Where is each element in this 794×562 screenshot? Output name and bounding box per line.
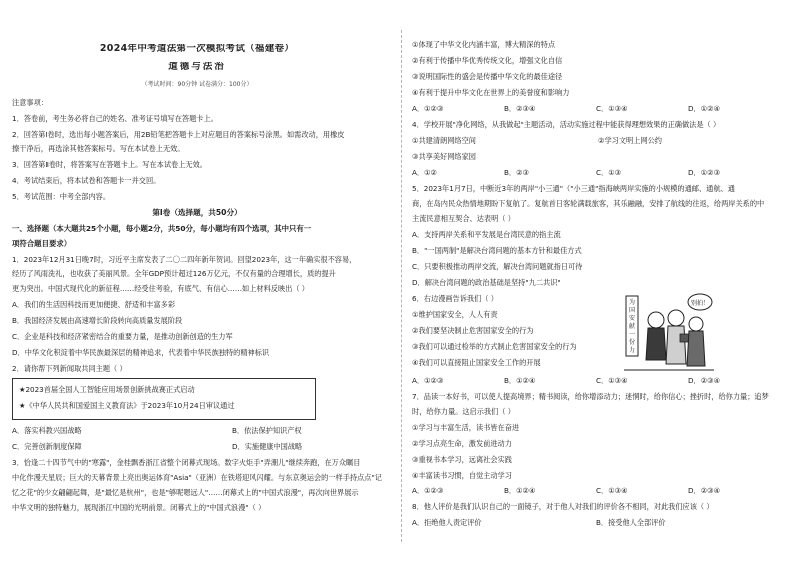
question-1-option-d[interactable]: D．中华文化积淀着中华民族最深层的精神追求，代表着中华民族独特的精神标识 bbox=[12, 348, 270, 357]
news-box bbox=[12, 378, 316, 420]
question-6-option-c[interactable]: C．①③④ bbox=[596, 376, 628, 385]
cartoon-illustration-graphic bbox=[624, 290, 714, 380]
cartoon-sign-char: 力 bbox=[628, 347, 636, 354]
question-4-statement: ②学习文明上网公约 bbox=[598, 136, 662, 145]
question-2-option-b[interactable]: B．依法保护知识产权 bbox=[232, 426, 302, 435]
cartoon-sign-char: 为 bbox=[628, 299, 636, 306]
section-instructions-cont: 项符合题目要求） bbox=[12, 239, 72, 248]
question-5-stem: 主流民意相互契合、达表明（ ） bbox=[412, 214, 515, 223]
question-8-stem: 8．他人评价是我们认识自己的一面镜子，对于他人对我们的评价各不相同，对此我们应该（ ） bbox=[412, 502, 714, 511]
question-7-statement: ④丰富读书习惯，自觉主动学习 bbox=[412, 471, 512, 480]
question-1-stem: 1．2023年12月31日晚7时，习近平主席发表了二〇二四年新年贺词。回望2023年，这一年确实很不容易， bbox=[12, 255, 357, 264]
question-2-option-c[interactable]: C．完善创新制度保障 bbox=[12, 442, 82, 451]
question-7-option-c[interactable]: C．①③④ bbox=[596, 486, 628, 495]
question-5-option-a[interactable]: A．支持两岸关系和平发展是台湾民意的指主流 bbox=[412, 230, 561, 239]
question-3-option-a[interactable]: A．①②③ bbox=[412, 104, 444, 113]
question-6-statement: ②我们要坚决制止危害国家安全的行为 bbox=[412, 326, 534, 335]
question-4-stem: 4．学校开展"净化网络，从我做起"主题活动，活动实施过程中能获得理想效果的正确做法是（ ） bbox=[412, 120, 721, 129]
question-3-statement: ④有利于提升中华文化在世界上的美誉度和影响力 bbox=[412, 88, 570, 97]
question-3-option-c[interactable]: C．①③④ bbox=[596, 104, 628, 113]
exam-title: 2024年中考道法第一次模拟考试（福建卷） bbox=[99, 44, 295, 54]
question-7-stem: 时，给你力量。这启示我们（ ） bbox=[412, 407, 515, 416]
question-6-option-a[interactable]: A．①②③ bbox=[412, 376, 444, 385]
question-2-option-a[interactable]: A．落实科教兴国战略 bbox=[12, 426, 82, 435]
question-3-stem: 忆之花"的少女翩翩起舞，是"最忆是杭州"，也是"够呢嗯远人"……闭幕式上的"中国式浪漫"，再次向世界展示 bbox=[12, 488, 359, 497]
question-5-option-c[interactable]: C．只要积极推动两岸交流，解决台湾问题就指日可待 bbox=[412, 262, 583, 271]
cartoon-illustration bbox=[624, 290, 714, 380]
question-6-statement: ③我们可以通过检举的方式制止危害国家安全的行为 bbox=[412, 342, 577, 351]
section-instructions: 一、选择题（本大题共25个小题，每小题2分，共50分，每小题均有四个选项，其中只有一 bbox=[12, 224, 312, 233]
question-8-option-a[interactable]: A．拒绝他人责定评价 bbox=[412, 518, 482, 527]
cartoon-sign-char: 一 bbox=[628, 331, 636, 338]
cartoon-sign-char: 安 bbox=[628, 315, 636, 322]
news-item: ★2023首届全国人工智能应用场景创新挑战赛正式启动 bbox=[19, 385, 195, 394]
question-4-statement: ①共建清朗网络空间 bbox=[412, 136, 476, 145]
question-7-option-b[interactable]: B．①②④ bbox=[504, 486, 536, 495]
question-4-option-c[interactable]: C．①③ bbox=[596, 168, 622, 177]
question-1-option-b[interactable]: B．我国经济发展由高速增长阶段转向高质量发展阶段 bbox=[12, 316, 183, 325]
cartoon-sign-char: 份 bbox=[628, 339, 636, 346]
question-4-option-a[interactable]: A．①② bbox=[412, 168, 437, 177]
cartoon-sign-char: 国 bbox=[628, 307, 636, 314]
question-6-option-d[interactable]: D．②③④ bbox=[688, 376, 721, 385]
question-6-statement: ④我们可以直接阻止国家安全工作的开展 bbox=[412, 358, 541, 367]
column-divider bbox=[401, 30, 402, 542]
exam-subject: 道德与法治 bbox=[168, 62, 226, 72]
question-1-stem: 经历了风雨洗礼，也收获了美丽风景。全年GDP预计超过126万亿元，不仅有量的合理增长，质的提升 bbox=[12, 269, 336, 278]
question-3-statement: ①体现了中华文化内涵丰富，博大精深的特点 bbox=[412, 40, 556, 49]
note-item: 擦干净后，再选涂其他答案标号。写在本试卷上无效。 bbox=[12, 144, 185, 153]
note-item: 4．考试结束后，将本试卷和答题卡一并交回。 bbox=[12, 176, 161, 185]
question-3-statement: ③说明国际性的盛会是传播中华文化的最佳途径 bbox=[412, 72, 563, 81]
news-item: ★《中华人民共和国爱国主义教育法》于2023年10月24日审议通过 bbox=[19, 401, 235, 410]
exam-info: （考试时间：90分钟 试卷满分：100分） bbox=[141, 81, 253, 88]
question-1-option-c[interactable]: C．企业是科技和经济紧密结合的重要力量，是推动创新创造的生力军 bbox=[12, 332, 233, 341]
question-5-stem: 5．2023年1月7日，中断近3年的两岸"小三通"（"小三通"指海峡两岸实施的小规模的通邮、通航、通 bbox=[412, 184, 735, 193]
question-8-option-b[interactable]: B．接受他人全部评价 bbox=[596, 518, 666, 527]
note-item: 3．回答第Ⅱ卷时，将答案写在答题卡上。写在本试卷上无效。 bbox=[12, 160, 207, 169]
question-5-option-b[interactable]: B．"一国两制"是解决台湾问题的基本方针和最佳方式 bbox=[412, 246, 582, 255]
question-5-stem: 商，在岛内民众热情地期盼下复航了。复航首日客轮满载旅客，其乐融融，安排了航线的往返，给两岸关系的中 bbox=[412, 199, 765, 208]
question-7-option-d[interactable]: D．②③④ bbox=[688, 486, 721, 495]
question-3-stem: 中华文明的独特魅力，展现浙江中国的光明前景。闭幕式上的"中国式浪漫"（ ） bbox=[12, 503, 266, 512]
question-4-option-d[interactable]: D．①②③ bbox=[688, 168, 721, 177]
question-7-statement: ②学习点亮生命，激发前进动力 bbox=[412, 439, 512, 448]
cartoon-bubble-text: 别拍！ bbox=[690, 300, 710, 307]
question-1-stem: 更为突出。中国式现代化的新征程……经受住考验，有底气、有信心……如上材料反映出（ ） bbox=[12, 284, 309, 293]
question-7-statement: ①学习与丰富生活，读书皆在奋进 bbox=[412, 423, 520, 432]
question-7-stem: 7．品读一本好书，可以使人提高境界；精书阅读，给你增添动力；迷惘时，给你信心；挫折时，给你力量；追梦 bbox=[412, 392, 769, 401]
question-3-option-b[interactable]: B．②③④ bbox=[504, 104, 536, 113]
notes-heading: 注意事项： bbox=[12, 98, 48, 107]
question-1-option-a[interactable]: A．我们的生活因科技而更加便捷、舒适和丰富多彩 bbox=[12, 300, 176, 309]
question-6-option-b[interactable]: B．①②④ bbox=[504, 376, 536, 385]
question-7-option-a[interactable]: A．①②③ bbox=[412, 486, 444, 495]
cartoon-sign-char: 献 bbox=[628, 323, 636, 330]
question-2-stem: 2．请你帮下列新闻取共同主题（ ） bbox=[12, 364, 127, 373]
question-2-option-d[interactable]: D．实施健康中国战略 bbox=[232, 442, 303, 451]
question-3-stem: 3．恰逢二十四节气中的"寒露"，金桂飘香浙江省整个闭幕式现场。数字火炬手"弄潮儿"继续奔跑，在万众瞩目 bbox=[12, 458, 361, 467]
question-3-option-d[interactable]: D．①②④ bbox=[688, 104, 721, 113]
note-item: 2．回答第Ⅰ卷时，选出每小题答案后，用2B铅笔把答题卡上对应题目的答案标号涂黑。如需改动，用橡皮 bbox=[12, 130, 345, 139]
question-6-stem: 6．右边漫画告诉我们（ ） bbox=[412, 294, 498, 303]
note-item: 5．考试范围：中考全部内容。 bbox=[12, 192, 111, 201]
question-7-statement: ③重视书本学习，远离社会实践 bbox=[412, 455, 512, 464]
question-4-option-b[interactable]: B．②③ bbox=[504, 168, 530, 177]
question-3-stem: 中化作漫天星辰；巨大的天幕背景上亮出奥运体育"Asia"（亚洲）在铁塔迎风闪耀。与东京奥运会的一样手持点点"记 bbox=[12, 473, 382, 482]
question-5-option-d[interactable]: D．解决台湾问题的政治基础是坚持"九二共识" bbox=[412, 278, 561, 287]
question-6-statement: ①维护国家安全，人人有责 bbox=[412, 310, 498, 319]
section-heading: 第Ⅰ卷（选择题，共50分） bbox=[152, 208, 242, 217]
question-4-statement: ③共享美好网络家园 bbox=[412, 152, 476, 161]
note-item: 1．答卷前，考生务必将自己的姓名、准考证号填写在答题卡上。 bbox=[12, 114, 218, 123]
question-3-statement: ②有利于传播中华优秀传统文化，增强文化自信 bbox=[412, 56, 563, 65]
